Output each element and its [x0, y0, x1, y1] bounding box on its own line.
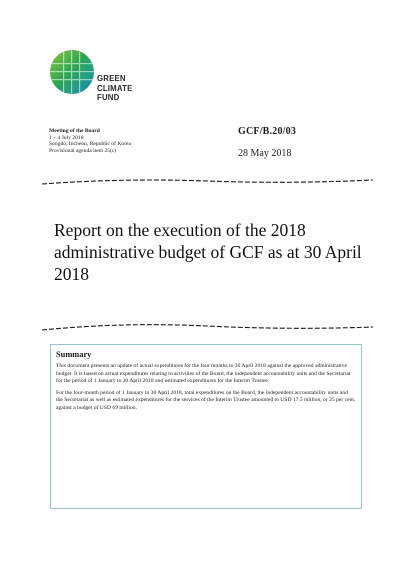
bottom-divider	[40, 320, 375, 334]
summary-paragraph-2: For the four-month period of 1 January to 30 April 2018, total expenditures on the Board, the independent accountability units and the Secretariat as well as estimated expenditures for the services of the Interim Trustee amounted to USD 17.5 million, or 25 per cent, against a budget of USD 69 million.	[56, 389, 356, 411]
logo-line-fund: FUND	[97, 93, 120, 103]
summary-box	[50, 344, 362, 509]
meeting-dates: 1 – 4 July 2018	[49, 134, 84, 141]
agenda-item: Provisional agenda item 25(c)	[49, 147, 117, 154]
document-title: Report on the execution of the 2018 administrative budget of GCF as at 30 April 2018	[54, 220, 362, 284]
meeting-location: Songdo, Incheon, Republic of Korea	[49, 141, 132, 148]
summary-paragraph-1: This document presents an update of actual expenditures for the four months to 30 April 2018 against the approved administrative budget. It is based on actual expenditures relating to activities of the Board, the independent accountability units and the Secretariat for the period of 1 January to 30 April 2018 and estimated expenditures for the Interim Trustee.	[56, 363, 351, 385]
top-divider	[40, 175, 375, 189]
document-number: GCF/B.20/03	[238, 126, 297, 137]
logo-wordmark	[97, 74, 132, 103]
summary-heading: Summary	[56, 350, 92, 359]
document-date: 28 May 2018	[238, 148, 292, 159]
logo-line-climate: CLIMATE	[97, 83, 133, 93]
meeting-info	[49, 128, 131, 154]
logo-line-green: GREEN	[97, 74, 126, 83]
meeting-name: Meeting of the Board	[49, 128, 100, 134]
